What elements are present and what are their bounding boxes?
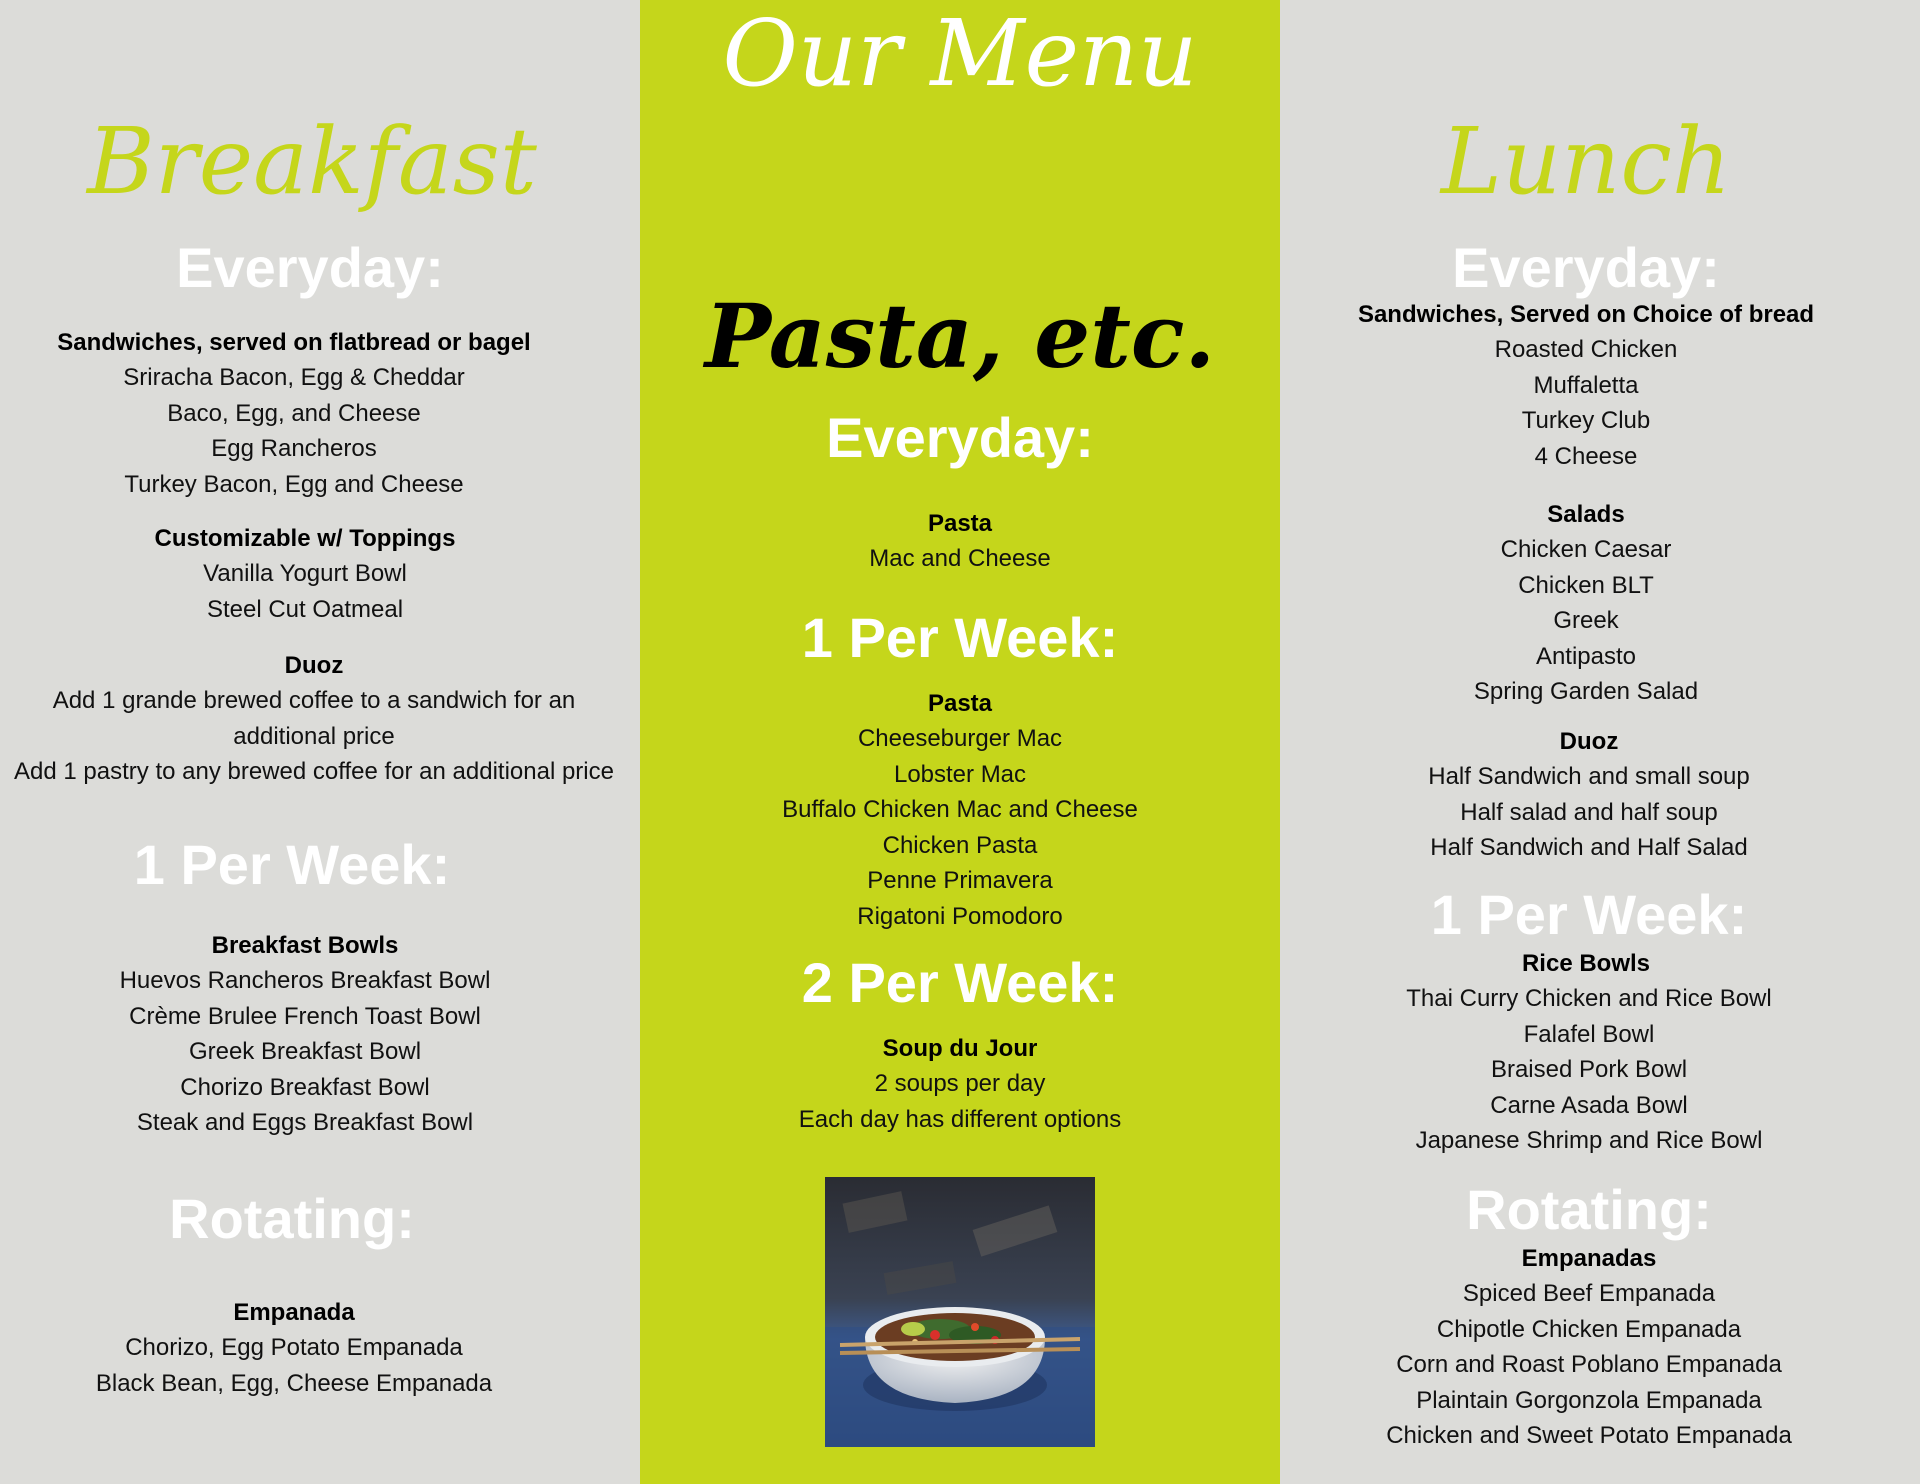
list-item: Half salad and half soup bbox=[1460, 798, 1718, 826]
pasta-twice-heading: 2 Per Week: bbox=[801, 951, 1119, 1014]
list-item: Antipasto bbox=[1535, 642, 1637, 670]
list-item: Chicken Pasta bbox=[882, 831, 1038, 859]
lunch-title: Lunch bbox=[1440, 108, 1732, 215]
pasta-title: Pasta, etc. bbox=[704, 284, 1216, 388]
lunch-rice-heading: Rice Bowls bbox=[1521, 950, 1651, 977]
breakfast-custom-heading: Customizable w/ Toppings bbox=[154, 525, 456, 552]
breakfast-sandwiches-heading: Sandwiches, served on flatbread or bagel bbox=[57, 329, 531, 356]
breakfast-column bbox=[0, 0, 640, 1484]
list-item: Black Bean, Egg, Cheese Empanada bbox=[95, 1369, 493, 1397]
lunch-rotating-heading: Rotating: bbox=[1466, 1178, 1712, 1241]
list-item: Roasted Chicken bbox=[1494, 336, 1678, 363]
list-item: Muffaletta bbox=[1533, 371, 1639, 399]
list-item: Cheeseburger Mac bbox=[857, 725, 1063, 752]
list-item: Spring Garden Salad bbox=[1473, 678, 1699, 705]
list-item: Braised Pork Bowl bbox=[1490, 1056, 1688, 1083]
pasta-weekly-heading: 1 Per Week: bbox=[801, 606, 1119, 669]
list-item: Add 1 pastry to any brewed coffee for an additional price bbox=[14, 758, 614, 785]
list-item: Carne Asada Bowl bbox=[1490, 1091, 1688, 1119]
breakfast-bowls-heading: Breakfast Bowls bbox=[211, 932, 399, 959]
breakfast-sandwiches-list bbox=[0, 360, 614, 502]
list-item: Huevos Rancheros Breakfast Bowl bbox=[119, 967, 491, 994]
breakfast-everyday-heading: Everyday: bbox=[176, 236, 444, 299]
lunch-sandwiches-list bbox=[1266, 332, 1906, 474]
list-item: 4 Cheese bbox=[1534, 442, 1638, 470]
list-item: 2 soups per day bbox=[874, 1070, 1046, 1097]
list-item: Chipotle Chicken Empanada bbox=[1436, 1315, 1742, 1343]
list-item: Egg Rancheros bbox=[211, 435, 377, 462]
list-item: Crème Brulee French Toast Bowl bbox=[129, 1002, 481, 1030]
lunch-empanadas-heading: Empanadas bbox=[1521, 1245, 1657, 1272]
list-item: Falafel Bowl bbox=[1523, 1020, 1655, 1048]
list-item: Steel Cut Oatmeal bbox=[206, 595, 404, 623]
lunch-weekly-heading: 1 Per Week: bbox=[1430, 883, 1748, 946]
pasta-column bbox=[640, 0, 1280, 1484]
breakfast-duoz-heading: Duoz bbox=[284, 652, 344, 679]
list-item: Greek bbox=[1553, 607, 1619, 634]
list-item: Rigatoni Pomodoro bbox=[857, 902, 1063, 930]
list-item: Buffalo Chicken Mac and Cheese bbox=[782, 796, 1138, 823]
list-item: Steak and Eggs Breakfast Bowl bbox=[136, 1109, 474, 1136]
soup-heading: Soup du Jour bbox=[882, 1035, 1038, 1062]
lunch-everyday-heading: Everyday: bbox=[1452, 236, 1720, 299]
list-item: Spiced Beef Empanada bbox=[1462, 1280, 1716, 1307]
list-item: Penne Primavera bbox=[867, 867, 1053, 894]
lunch-salads-list bbox=[1266, 532, 1906, 710]
menu-title: Our Menu bbox=[722, 0, 1198, 107]
list-item: Baco, Egg, and Cheese bbox=[167, 399, 421, 427]
lunch-sandwiches-heading: Sandwiches, Served on Choice of bread bbox=[1357, 301, 1815, 328]
soup-list bbox=[640, 1066, 1280, 1137]
list-item: Thai Curry Chicken and Rice Bowl bbox=[1406, 985, 1772, 1012]
list-item: Turkey Bacon, Egg and Cheese bbox=[124, 470, 464, 498]
list-item: Chicken BLT bbox=[1518, 571, 1654, 599]
lunch-empanadas-list bbox=[1269, 1276, 1909, 1454]
list-item: Corn and Roast Poblano Empanada bbox=[1396, 1351, 1782, 1378]
lunch-salads-heading: Salads bbox=[1547, 501, 1625, 528]
list-item: Turkey Club bbox=[1521, 407, 1651, 434]
noodle-bowl-photo bbox=[825, 1177, 1095, 1447]
list-item: Sriracha Bacon, Egg & Cheddar bbox=[123, 364, 465, 391]
list-item: Chicken Caesar bbox=[1500, 536, 1672, 563]
list-item: Add 1 grande brewed coffee to a sandwich for an additional price bbox=[52, 687, 576, 750]
pasta-everyday-list bbox=[640, 541, 1280, 577]
list-item: Chicken and Sweet Potato Empanada bbox=[1386, 1422, 1792, 1449]
list-item: Half Sandwich and Half Salad bbox=[1430, 834, 1748, 861]
list-item: Greek Breakfast Bowl bbox=[188, 1038, 422, 1065]
breakfast-empanada-list bbox=[0, 1330, 614, 1401]
list-item: Plaintain Gorgonzola Empanada bbox=[1416, 1386, 1762, 1414]
breakfast-duoz-list bbox=[0, 683, 634, 790]
pasta-heading-everyday: Pasta bbox=[927, 510, 993, 537]
breakfast-weekly-heading: 1 Per Week: bbox=[133, 833, 451, 896]
list-item: Vanilla Yogurt Bowl bbox=[203, 560, 407, 587]
breakfast-empanada-heading: Empanada bbox=[233, 1299, 355, 1326]
lunch-column bbox=[1280, 0, 1920, 1484]
list-item: Each day has different options bbox=[798, 1105, 1122, 1133]
list-item: Japanese Shrimp and Rice Bowl bbox=[1415, 1127, 1763, 1154]
lunch-duoz-list bbox=[1269, 759, 1909, 866]
breakfast-title: Breakfast bbox=[87, 108, 537, 215]
pasta-heading-weekly: Pasta bbox=[927, 690, 993, 717]
lunch-rice-list bbox=[1269, 981, 1909, 1159]
breakfast-rotating-heading: Rotating: bbox=[169, 1187, 415, 1250]
list-item: Lobster Mac bbox=[893, 760, 1027, 788]
lunch-duoz-heading: Duoz bbox=[1559, 728, 1619, 755]
list-item: Chorizo Breakfast Bowl bbox=[180, 1073, 430, 1101]
breakfast-bowls-list bbox=[0, 963, 625, 1141]
pasta-everyday-heading: Everyday: bbox=[826, 406, 1094, 469]
breakfast-custom-list bbox=[0, 556, 625, 627]
list-item: Mac and Cheese bbox=[869, 545, 1051, 572]
list-item: Chorizo, Egg Potato Empanada bbox=[125, 1334, 463, 1361]
list-item: Half Sandwich and small soup bbox=[1428, 763, 1750, 790]
pasta-weekly-list bbox=[640, 721, 1280, 934]
